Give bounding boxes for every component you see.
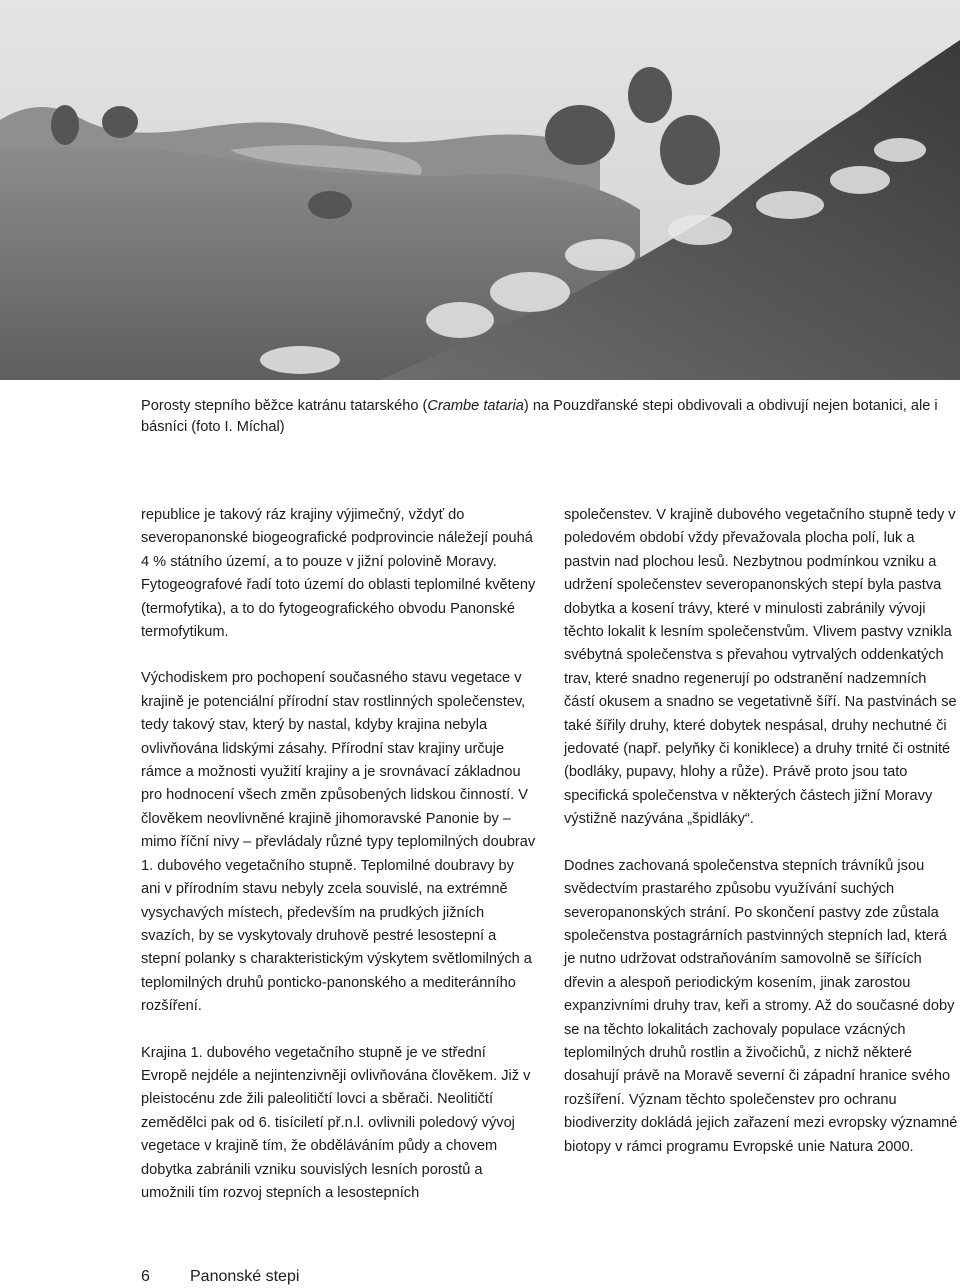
right-paragraph-2: Dodnes zachovaná společenstva stepních trávníků jsou svědectvím prastarého způsobu využívání suchých severopanonských strání. Po skončení pastvy zde zůstala společenstva postagrárních pastvinných stepních lad, která je nutno udržovat odstraňováním samovolně se šířících dřevin a alespoň periodickým kosením, jinak zarostou expanzivními druhy trav, keři a stromy. Až do současné doby se na těchto lokalitách zachovaly populace vzácných teplomilných druhů rostlin a živočichů, z nichž některé dosahují právě na Moravě severní či západní hranice svého rozšíření. Význam těchto společenstev pro ochranu biodiverzity dokládá jejich zařazení mezi evropsky významné biotopy v rámci programu Evropské unie Natura 2000. [564,857,958,1155]
landscape-photo-icon [0,0,960,380]
right-text-column [564,504,959,1182]
left-paragraph-2: Východiskem pro pochopení současného stavu vegetace v krajině je potenciální přírodní stav rostlinných společenstev, tedy takový stav, který by nastal, kdyby krajina nebyla ovlivňována lidskými zásahy. Přírodní stav krajiny určuje rámce a možnosti využití krajiny a je srovnávací základnou pro hodnocení všech změn způsobených lidskou činností. V člověkem neovlivněné krajině jihomoravské Panonie by – mimo říční nivy – převládaly různé typy teplomilných doubrav 1. dubového vegetačního stupně. Teplomilné doubravy by ani v přírodním stavu nebyly zcela souvislé, na extrémně vysychavých místech, především na prudkých jižních svazích, by se vyskytovaly druhově pestré lesostepní a stepní polanky s charakteristickým výskytem světlomilných a teplomilných druhů ponticko-panonského a mediteránního rozšíření. [141,670,536,1015]
caption-text-before: Porosty stepního běžce katránu tatarského ( [141,398,428,414]
left-text-column [141,504,536,1228]
caption-latin-name: Crambe tataria [427,398,524,414]
page-footer [141,1267,299,1287]
page-number: 6 [141,1268,150,1285]
right-paragraph-1: společenstev. V krajině dubového vegetačního stupně tedy v poledovém období vždy převažovala plocha polí, luk a pastvin nad plochou lesů. Nezbytnou podmínkou vzniku a udržení společenstev severopanonských stepí byla pastva dobytka a kosení trávy, které v minulosti zabránily vývoji těchto lokalit k lesním společenstvům. Vlivem pastvy vznikla svébytná společenstva s převahou vytrvalých oddenkatých trav, které snadno regenerují po odstranění nadzemních částí okusem a snadno se vegetativně šíří. Na pastvinách se také šířily druhy, které dobytek nespásal, druhy nechutné či jedovaté (např. pelyňky či koniklece) a druhy trnité či ostnité (bodláky, pupavy, hlohy a růže). Právě proto jsou tato specifická společenstva v některých částech jižní Moravy výstižně nazývána „špidláky“. [564,507,957,828]
photo-caption [141,396,956,438]
left-paragraph-1: republice je takový ráz krajiny výjimečný, vždyť do severopanonské biogeografické podprovincie náležejí pouhá 4 % státního území, a to pouze v jižní polovině Moravy. Fytogeografové řadí toto území do oblasti teplomilné květeny (termofytika), a to do fytogeografického obvodu Panonské termofytikum. [141,507,536,641]
caption-text-after: ) na Pouzdřanské stepi obdivovali a obdivují nejen botanici, ale i básníci (foto I. Míchal) [141,398,938,435]
running-title: Panonské stepi [190,1268,300,1285]
landscape-photo [0,0,960,380]
left-paragraph-3: Krajina 1. dubového vegetačního stupně je ve střední Evropě nejdéle a nejintenzivněji ovlivňována člověkem. Již v pleistocénu zde žili paleolitičtí lovci a sběrači. Neolitičtí zemědělci pak od 6. tisíciletí př.n.l. ovlivnili poledový vývoj vegetace v krajině tím, že obděláváním půdy a chovem dobytka zabránili vzniku souvislých lesních porostů a umožnili tím rozvoj stepních a lesostepních [141,1044,531,1201]
